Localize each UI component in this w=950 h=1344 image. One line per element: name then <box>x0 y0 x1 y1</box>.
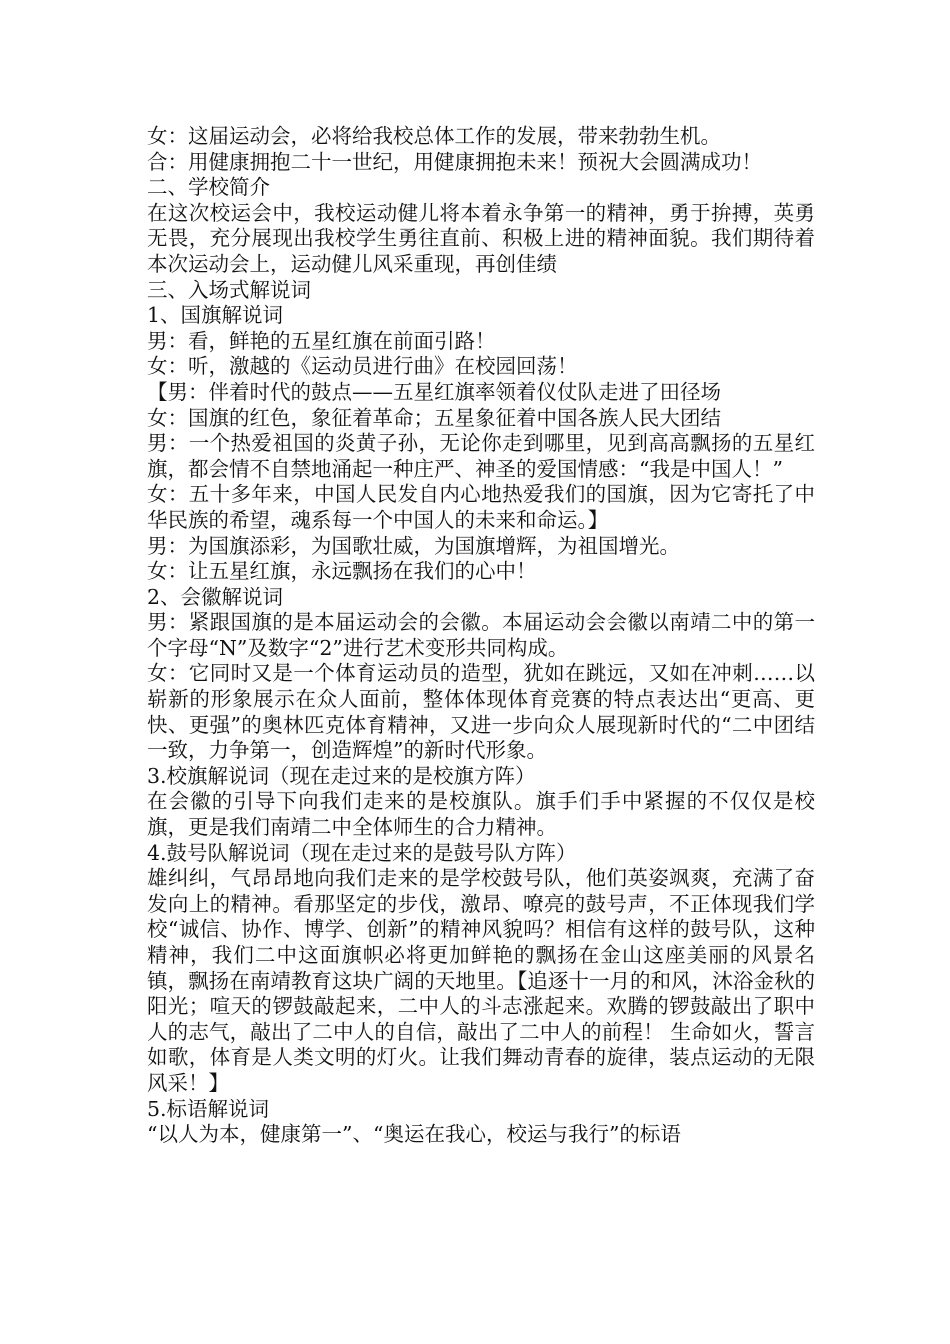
paragraph: 女：它同时又是一个体育运动员的造型，犹如在跳远，又如在冲刺……以崭新的形象展示在众人面前，整体体现体育竞赛的特点表达出“更高、更快、更强”的奥林匹克体育精神，又进一步向众人展现新时代的“二中团结一致，力争第一，创造辉煌”的新时代形象。 <box>147 661 815 763</box>
paragraph: 女：五十多年来，中国人民发自内心地热爱我们的国旗，因为它寄托了中华民族的希望，魂系每一个中国人的未来和命运。】 <box>147 482 815 532</box>
paragraph: 在这次校运会中，我校运动健儿将本着永争第一的精神，勇于拚搏，英勇无畏，充分展现出我校学生勇往直前、积极上进的精神面貌。我们期待着本次运动会上，运动健儿风采重现，再创佳绩 <box>147 200 815 276</box>
section-heading: 三、入场式解说词 <box>147 277 311 302</box>
paragraph: 女：听，激越的《运动员进行曲》在校园回荡！ <box>147 354 578 379</box>
paragraph: 男：一个热爱祖国的炎黄子孙，无论你走到哪里，见到高高飘扬的五星红旗，都会情不自禁地涌起一种庄严、神圣的爱国情感：“我是中国人！” <box>147 431 815 481</box>
paragraph: 女：让五星红旗，永远飘扬在我们的心中！ <box>147 559 537 584</box>
subsection-heading: 5.标语解说词 <box>147 1096 270 1121</box>
subsection-heading: 2、会徽解说词 <box>147 584 284 609</box>
paragraph: 男：为国旗添彩，为国歌壮威，为国旗增辉，为祖国增光。 <box>147 533 680 558</box>
paragraph: 雄纠纠，气昂昂地向我们走来的是学校鼓号队，他们英姿飒爽，充满了奋发向上的精神。看那坚定的步伐，激昂、嘹亮的鼓号声，不正体现我们学校“诚信、协作、博学、创新”的精神风貌吗？相信有这样的鼓号队，这种精神，我们二中这面旗帜必将更加鲜艳的飘扬在金山这座美丽的风景名镇，飘扬在南靖教育这块广阔的天地里。【追逐十一月的和风，沐浴金秋的阳光；喧天的锣鼓敲起来，二中人的斗志涨起来。欢腾的锣鼓敲出了职中人的志气，敲出了二中人的自信，敲出了二中人的前程！ 生命如火，誓言如歌，体育是人类文明的灯火。让我们舞动青春的旋律，装点运动的无限风采！】 <box>147 866 815 1095</box>
subsection-heading: 3.校旗解说词（现在走过来的是校旗方阵） <box>147 763 536 788</box>
paragraph: “以人为本，健康第一”、“奥运在我心，校运与我行”的标语 <box>147 1122 681 1147</box>
paragraph: 合：用健康拥抱二十一世纪，用健康拥抱未来！预祝大会圆满成功！ <box>147 149 762 174</box>
section-heading: 二、学校简介 <box>147 175 270 200</box>
subsection-heading: 4.鼓号队解说词（现在走过来的是鼓号队方阵） <box>147 840 577 865</box>
paragraph: 在会徽的引导下向我们走来的是校旗队。旗手们手中紧握的不仅仅是校旗，更是我们南靖二中全体师生的合力精神。 <box>147 789 815 840</box>
paragraph: 女：国旗的红色，象征着革命；五星象征着中国各族人民大团结 <box>147 405 721 430</box>
paragraph: 男：看，鲜艳的五星红旗在前面引路！ <box>147 328 496 353</box>
paragraph: 男：紧跟国旗的是本届运动会的会徽。本届运动会会徽以南靖二中的第一个字母“N”及数字“2”进行艺术变形共同构成。 <box>147 610 815 660</box>
document-page <box>147 124 815 1148</box>
paragraph: 女：这届运动会，必将给我校总体工作的发展，带来勃勃生机。 <box>147 124 721 148</box>
paragraph: 【男：伴着时代的鼓点——五星红旗率领着仪仗队走进了田径场 <box>147 379 721 404</box>
subsection-heading: 1、国旗解说词 <box>147 303 284 328</box>
